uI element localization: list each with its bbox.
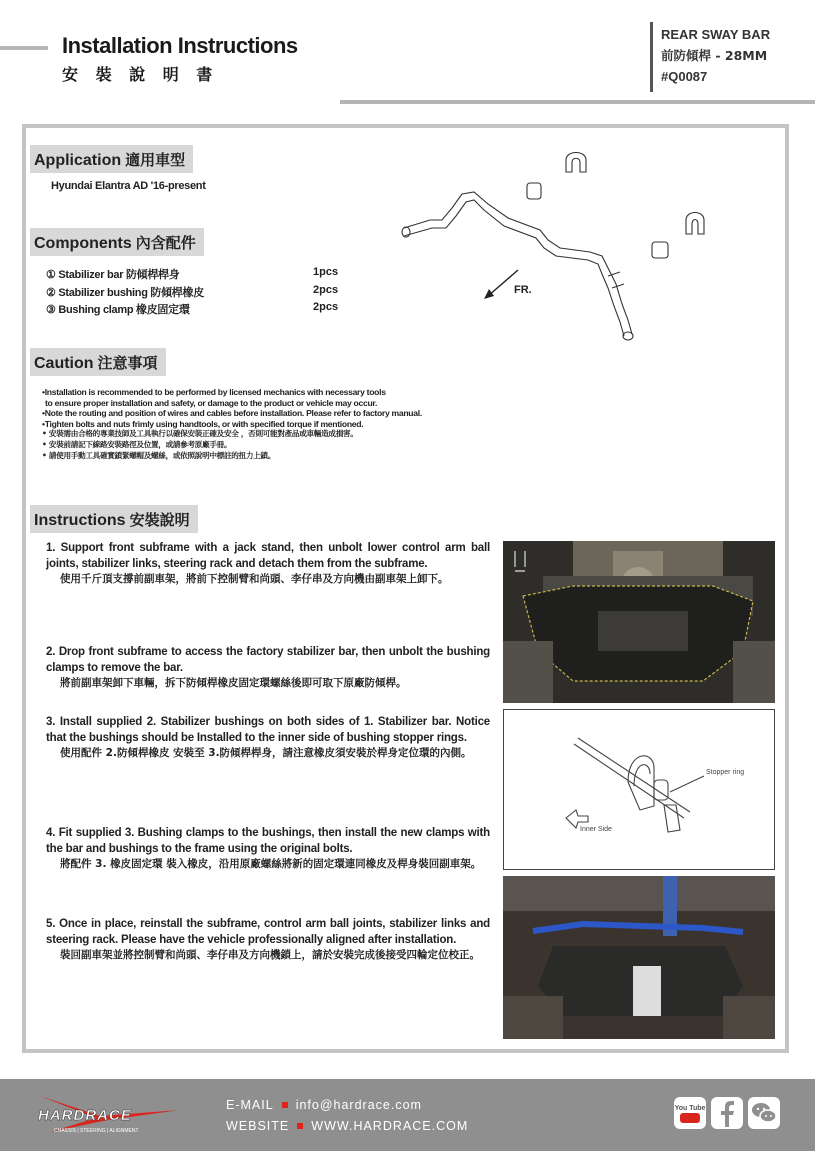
wechat-icon[interactable]: [748, 1097, 780, 1129]
brand-tagline: CHASSIS | STEERING | ALIGNMENT: [54, 1128, 139, 1134]
component-item: ② Stabilizer bushing 防傾桿橡皮: [46, 287, 204, 299]
components-heading-cjk: 內含配件: [135, 234, 196, 252]
component-item: ① Stabilizer bar 防傾桿桿身: [46, 269, 180, 281]
subframe-photo: [503, 541, 775, 703]
subframe-photo-image: [503, 541, 775, 703]
instruction-step-4: [46, 826, 490, 873]
step-text-zh: 使用千斤頂支撐前副車架，將前下控制臂和尚頭、李仔串及方向機由副車架上卸下。: [60, 573, 449, 585]
component-item: ③ Bushing clamp 橡皮固定環: [46, 304, 190, 316]
website-label: WEBSITE: [226, 1119, 290, 1133]
instructions-heading-cjk: 安裝說明: [129, 511, 190, 529]
footer-website-line: [226, 1119, 468, 1133]
youtube-icon[interactable]: [674, 1097, 706, 1129]
step-text-zh: 將配件 3. 橡皮固定環 裝入橡皮，沿用原廠螺絲將新的固定環連同橡皮及桿身裝回副車架。: [60, 858, 482, 870]
caution-heading-cjk: 注意事項: [97, 354, 158, 372]
bullet-square: [297, 1123, 303, 1129]
components-heading-en: Components: [34, 235, 132, 252]
facebook-icon-glyph: [711, 1097, 743, 1129]
instruction-step-3: [46, 715, 490, 762]
facebook-icon[interactable]: [711, 1097, 743, 1129]
caution-list: [42, 387, 422, 461]
instruction-step-1: [46, 541, 490, 588]
application-heading-cjk: 適用車型: [125, 151, 186, 169]
product-info: [661, 24, 770, 87]
instruction-step-5: [46, 917, 490, 964]
page-subtitle: 安 裝 說 明 書: [62, 65, 219, 84]
header-divider-vertical: [650, 22, 653, 92]
application-heading-en: Application: [34, 152, 122, 169]
sway-bar-diagram: [390, 148, 720, 348]
installed-bar-photo: [503, 876, 775, 1039]
component-qty: 2pcs: [313, 301, 339, 313]
youtube-text: You Tube: [674, 1105, 706, 1112]
product-desc: 前防傾桿 - 28MM: [661, 48, 768, 63]
vehicle-application: Hyundai Elantra AD '16-present: [51, 180, 206, 192]
email-label: E-MAIL: [226, 1098, 274, 1112]
step-text-zh: 將前副車架卸下車輛，拆下防傾桿橡皮固定環螺絲後即可取下原廠防傾桿。: [60, 677, 407, 689]
caution-line: • 請使用手動工具確實鎖緊螺帽及螺絲，或依照說明中標註的扭力上鎖。: [42, 450, 276, 460]
step-text-en: 5. Once in place, reinstall the subframe, control arm ball joints, stabilizer links and steering rack. Please have the vehicle professionally aligned after installation.: [46, 918, 490, 946]
caution-line: •Note the routing and position of wires and cables before installation. Please refer to factory manual.: [42, 408, 422, 419]
brand-wordmark: HARDRACE: [38, 1107, 132, 1124]
bushing-diagram: [503, 709, 775, 870]
product-code: #Q0087: [661, 69, 708, 84]
wechat-icon-glyph: [748, 1097, 780, 1129]
instructions-heading-en: Instructions: [34, 512, 126, 529]
hardrace-logo: [30, 1088, 190, 1138]
component-qty: 2pcs: [313, 284, 339, 296]
step-text-en: 1. Support front subframe with a jack stand, then unbolt lower control arm ball joints, stabilizer links, steering rack and detach them from the subframe.: [46, 542, 490, 570]
website-link[interactable]: WWW.HARDRACE.COM: [311, 1119, 469, 1133]
caution-heading-en: Caution: [34, 355, 94, 372]
caution-line: • 安裝需由合格的專業技師及工具執行以確保安裝正確及安全 ，否則可能對產品或車輛造成損害。: [42, 429, 358, 439]
bullet-square: [282, 1102, 288, 1108]
email-link[interactable]: info@hardrace.com: [295, 1098, 422, 1112]
instructions-heading: [30, 505, 198, 533]
header-divider-left: [0, 46, 48, 50]
installed-bar-photo-image: [503, 876, 775, 1039]
header-divider-right: [340, 100, 815, 104]
step-text-zh: 使用配件 2.防傾桿橡皮 安裝至 3.防傾桿桿身，請注意橡皮須安裝於桿身定位環的內側。: [60, 747, 472, 759]
step-text-en: 3. Install supplied 2. Stabilizer bushings on both sides of 1. Stabilizer bar. Notice that the bushings should be Installed to the inner side of bushing stopper rings.: [46, 716, 490, 744]
footer-email-line: [226, 1098, 422, 1112]
caution-line: to ensure proper installation and safety, or damage to the product or vehicle may occur.: [45, 397, 378, 408]
product-name: REAR SWAY BAR: [661, 27, 771, 42]
stopper-ring-label: Stopper ring: [706, 769, 745, 776]
caution-line: • 安裝前請記下線路安裝路徑及位置，或請參考原廠手冊。: [42, 439, 232, 449]
step-text-en: 2. Drop front subframe to access the factory stabilizer bar, then unbolt the bushing clamps to remove the bar.: [46, 646, 490, 674]
caution-line: •Installation is recommended to be performed by licensed mechanics with necessary tools: [42, 387, 386, 397]
step-text-zh: 裝回副車架並將控制臂和尚頭、李仔串及方向機鎖上，請於安裝完成後接受四輪定位校正。: [60, 949, 480, 961]
bushing-diagram-image: [504, 710, 775, 870]
front-direction-label: FR.: [514, 284, 532, 296]
instruction-step-2: [46, 645, 490, 692]
page-title: Installation Instructions: [62, 33, 298, 58]
components-heading: [30, 228, 204, 256]
caution-line: •Tighten bolts and nuts frimly using handtools, or with specified torque if mentioned.: [42, 418, 364, 429]
step-text-en: 4. Fit supplied 3. Bushing clamps to the bushings, then install the new clamps with the bar and bushings to the frame using the original bolts.: [46, 827, 490, 855]
application-heading: [30, 145, 193, 173]
component-qty: 1pcs: [313, 266, 339, 278]
youtube-icon-glyph: [674, 1097, 706, 1129]
inner-side-label: Inner Side: [580, 826, 612, 833]
caution-heading: [30, 348, 166, 376]
